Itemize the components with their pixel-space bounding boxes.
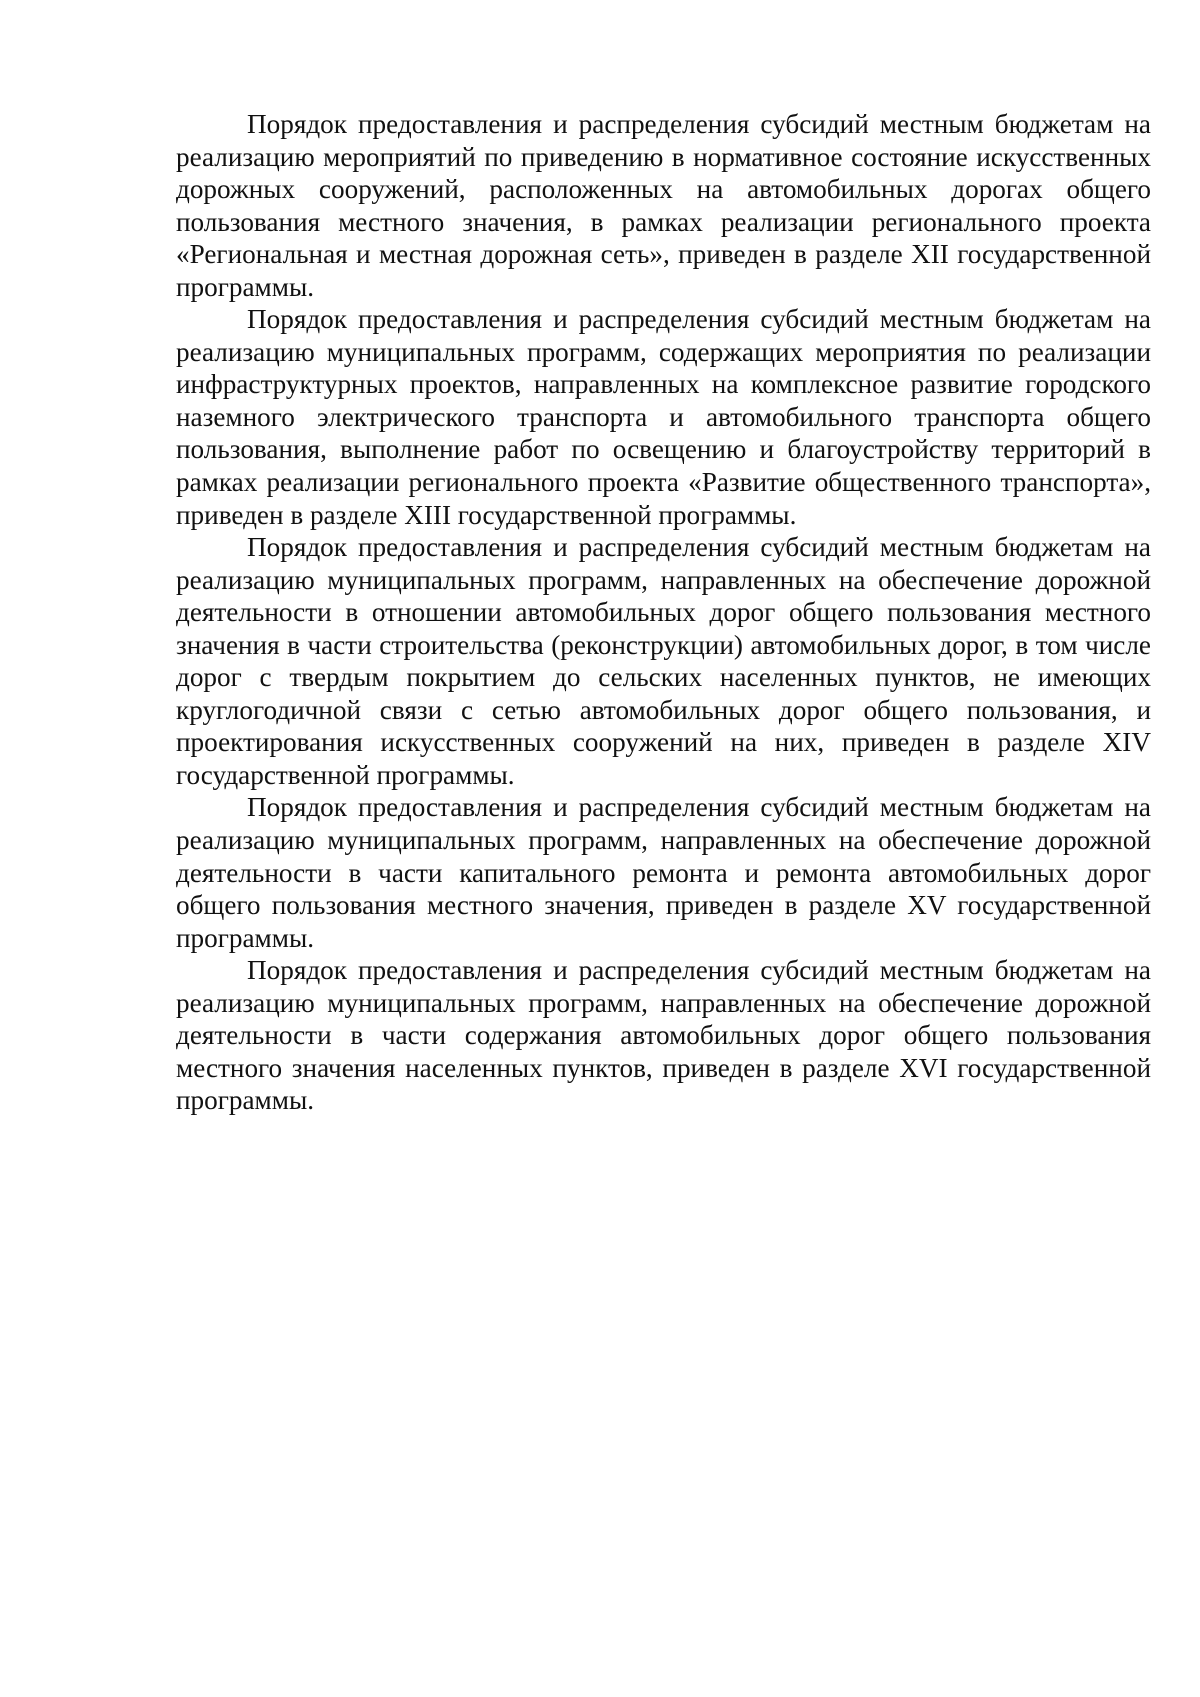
paragraph-section-xvi: Порядок предоставления и распределения субсидий местным бюджетам на реализацию муниципальных программ, направленных на обеспечение дорожной деятельности в части содержания автомобильных дорог общего пользования местного значения населенных пунктов, приведен в разделе XVI государственной программы. bbox=[176, 955, 1151, 1116]
paragraph-section-xiii: Порядок предоставления и распределения субсидий местным бюджетам на реализацию муниципальных программ, содержащих мероприятия по реализации инфраструктурных проектов, направленных на комплексное развитие городского наземного электрического транспорта и автомобильного транспорта общего пользования, выполнение работ по освещению и благоустройству территорий в рамках реализации регионального проекта «Развитие общественного транспорта», приведен в разделе XIII государственной программы. bbox=[176, 304, 1151, 530]
document-body bbox=[176, 108, 1151, 1117]
paragraph-section-xii: Порядок предоставления и распределения субсидий местным бюджетам на реализацию мероприятий по приведению в нормативное состояние искусственных дорожных сооружений, расположенных на автомобильных дорогах общего пользования местного значения, в рамках реализации регионального проекта «Региональная и местная дорожная сеть», приведен в разделе XII государственной программы. bbox=[176, 109, 1151, 302]
paragraph-section-xiv: Порядок предоставления и распределения субсидий местным бюджетам на реализацию муниципальных программ, направленных на обеспечение дорожной деятельности в отношении автомобильных дорог общего пользования местного значения в части строительства (реконструкции) автомобильных дорог, в том числе дорог с твердым покрытием до сельских населенных пунктов, не имеющих круглогодичной связи с сетью автомобильных дорог общего пользования, и проектирования искусственных сооружений на них, приведен в разделе XIV государственной программы. bbox=[176, 532, 1151, 790]
paragraph-section-xv: Порядок предоставления и распределения субсидий местным бюджетам на реализацию муниципальных программ, направленных на обеспечение дорожной деятельности в части капитального ремонта и ремонта автомобильных дорог общего пользования местного значения, приведен в разделе XV государственной программы. bbox=[176, 792, 1151, 953]
